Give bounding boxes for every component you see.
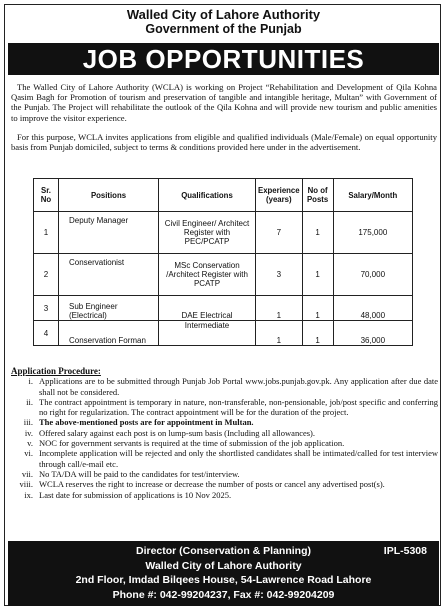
govt-name: Government of the Punjab (145, 22, 302, 36)
list-item: iv. Offered salary against each post is on lump-sum basis (Including all allowances). (24, 427, 316, 438)
cell-posts: 1 (302, 212, 333, 254)
cell-salary: 36,000 (333, 321, 412, 346)
list-item: ix. Last date for submission of applications is 10 Nov 2025. (24, 489, 232, 500)
cell-position: Deputy Manager (59, 212, 159, 254)
cell-posts: 1 (302, 321, 333, 346)
cell-experience: 1 (256, 296, 303, 321)
table-header-row (34, 179, 413, 212)
ipl-reference: IPL-5308 (383, 545, 427, 557)
cell-posts: 1 (302, 254, 333, 296)
cell-qualification: DAE Electrical (159, 296, 256, 321)
col-sr: Sr. No (34, 179, 59, 212)
cell-salary: 175,000 (333, 212, 412, 254)
list-item: ii. The contract appointment is temporary in nature, non-transferable, non-pensionable, job/post specific and conferring no right for regularization. The contract appointment will be for the duration of the project. (26, 396, 438, 418)
cell-experience: 3 (256, 254, 303, 296)
footer-phone: Phone #: 042-99204237, Fax #: 042-99204209 (112, 588, 335, 601)
cell-experience: 1 (256, 321, 303, 346)
cell-experience: 7 (256, 212, 303, 254)
cell-position: Conservation Forman (59, 321, 159, 346)
cell-sr: 1 (34, 212, 59, 254)
footer-address: 2nd Floor, Imdad Bilqees House, 54-Lawrence Road Lahore (75, 574, 372, 586)
application-procedure (11, 366, 438, 500)
cell-posts: 1 (302, 296, 333, 321)
cell-sr: 4 (34, 321, 59, 346)
cell-position: Conservationist (59, 254, 159, 296)
col-salary: Salary/Month (333, 179, 412, 212)
intro-text (11, 82, 437, 161)
procedure-title: Application Procedure: (11, 366, 101, 376)
footer-org: Walled City of Lahore Authority (145, 559, 302, 572)
cell-sr: 3 (34, 296, 59, 321)
col-qualifications: Qualifications (159, 179, 256, 212)
table-row (34, 296, 413, 321)
cell-position: Sub Engineer (Electrical) (59, 296, 159, 321)
contact-footer (8, 541, 439, 606)
positions-table (33, 178, 413, 346)
header (0, 7, 447, 37)
org-name: Walled City of Lahore Authority (126, 7, 321, 22)
cell-qualification: Civil Engineer/ Architect Register with PEC/PCATP (159, 212, 256, 254)
table-row (34, 212, 413, 254)
page-title: JOB OPPORTUNITIES (8, 43, 439, 75)
cell-salary: 70,000 (333, 254, 412, 296)
cell-qualification: MSc Conservation /Architect Register with PCATP (159, 254, 256, 296)
col-positions: Positions (59, 179, 159, 212)
list-item: iii. The above-mentioned posts are for appointment in Multan. (23, 417, 254, 428)
intro-paragraph: The Walled City of Lahore Authority (WCLA) is working on Project “Rehabilitation and Development of Qila Kohna Qasim Bagh for Promotion of tourism and preservation of tangible and intangible heritage, Multan” with Government of the Punjab. The Project will rehabilitate the outlook of the Qila Kohna and will provide new tourism and public amenities to improve the visitor experience. (11, 82, 437, 123)
cell-qualification: Intermediate (159, 321, 256, 346)
list-item: vi. Incomplete application will be rejected and only the shortlisted candidates shall be intimated/called for test interview through call/e-mail etc. (24, 448, 438, 469)
table-row (34, 254, 413, 296)
intro-paragraph: For this purpose, WCLA invites applications from eligible and qualified individuals (Male/Female) on equal opportunity basis from Punjab domiciled, subject to terms & conditions provided here under in the advertisement. (11, 131, 437, 153)
cell-salary: 48,000 (333, 296, 412, 321)
footer-designation: Director (Conservation & Planning) (135, 545, 312, 557)
list-item: i. Applications are to be submitted through Punjab Job Portal www.jobs.punjab.gov.pk. Any application after due date shall not be considered. (28, 376, 438, 397)
col-posts: No of Posts (302, 179, 333, 212)
list-item: viii. WCLA reserves the right to increase or decrease the number of posts or cancel any advertised post(s). (19, 479, 385, 490)
list-item: vii. No TA/DA will be paid to the candidates for test/interview. (21, 468, 240, 479)
list-item: v. NOC for government servants is required at the time of submission of the job application. (27, 438, 345, 449)
cell-sr: 2 (34, 254, 59, 296)
col-experience: Experience (years) (256, 179, 303, 212)
table-row (34, 321, 413, 346)
